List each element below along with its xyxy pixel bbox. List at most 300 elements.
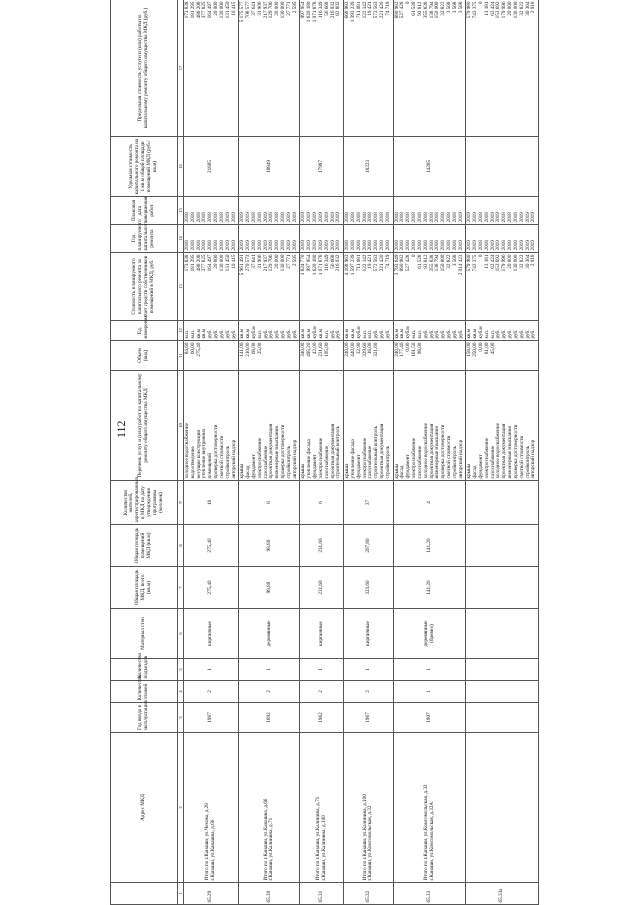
address-line: г.Канаши, ул.Калинина, д.100 — [320, 815, 327, 881]
row-cost-line: 181 295 — [189, 254, 196, 272]
row-unit-line: руб. — [501, 329, 508, 339]
row-limit-cost-line: 2 918 — [530, 1, 537, 14]
row-cost-line: 138 794 — [434, 254, 441, 272]
row-finish-year-line: 2018 — [373, 212, 380, 223]
row-unit-line: руб. — [518, 329, 525, 339]
row-plan-year-line: 2018 — [428, 240, 435, 251]
row-volume — [300, 341, 344, 371]
row-unit-line: руб. — [268, 329, 275, 339]
row-unit-line: руб. — [451, 329, 458, 339]
row-unit-cost: 21805 — [184, 137, 239, 197]
row-cost-line: 32 822 — [518, 254, 525, 269]
row-year-built: 1892 — [239, 703, 300, 733]
row-plan-year-line: 2018 — [195, 240, 202, 251]
column-number-11: 11 — [178, 341, 184, 371]
column-number-17: 17 — [178, 0, 184, 137]
row-finish-year-line: 2018 — [411, 212, 418, 223]
row-limit-cost-line: 3 568 — [457, 1, 464, 14]
row-volume-line: 98,00 — [416, 342, 423, 355]
row-finish-year-line: 2019 — [291, 212, 298, 223]
row-plan-year-line: 2019 — [524, 240, 531, 251]
row-index: 65.33 — [393, 883, 466, 905]
row-unit-line: кв.м — [245, 328, 252, 339]
row-cost-line: 61 528 — [416, 254, 423, 269]
column-header-4: Количество этажей — [111, 681, 178, 703]
row-finish-year-line: 2019 — [323, 212, 330, 223]
row-finish-year-line: 2018 — [428, 212, 435, 223]
row-works-line: стройконтроль — [451, 445, 458, 479]
row-finish-year-line: 2018 — [399, 212, 406, 223]
row-plan-year-line: 2019 — [472, 240, 479, 251]
row-plan-year-line: 2018 — [201, 240, 208, 251]
row-finish-year-line: 2018 — [434, 212, 441, 223]
row-unit-line: руб. — [224, 329, 231, 339]
row-cost-line: 216 032 — [335, 254, 342, 272]
row-works-line: газоснабжение — [489, 445, 496, 479]
row-finish-year-line: 2018 — [349, 212, 356, 223]
row-plan-year-line: 2019 — [489, 240, 496, 251]
row-limit-cost-line: 19 421 — [367, 1, 374, 16]
row-limit-cost-line: 138 794 — [428, 1, 435, 19]
row-works — [300, 371, 344, 481]
row-limit-cost-line: 130 000 — [512, 1, 519, 19]
row-finish-year — [393, 197, 466, 225]
row-finish-year-line: 2018 — [195, 212, 202, 223]
row-limit-cost-line: 164 497 — [207, 1, 214, 19]
row-cost-line: 217 937 — [262, 254, 269, 272]
row-unit-line: м.п. — [323, 329, 330, 339]
row-unit-line: руб. — [262, 329, 269, 339]
row-unit-line: руб. — [457, 329, 464, 339]
row-finish-year-line: 2018 — [445, 212, 452, 223]
row-limit-cost-line: 93 812 — [416, 1, 423, 16]
row-finish-year-line: 2019 — [335, 212, 342, 223]
row-unit-line: кв.м — [300, 328, 307, 339]
row-limit-cost-line: 181 295 — [189, 1, 196, 19]
table-row — [393, 0, 466, 905]
row-plan-year-line: 2018 — [256, 240, 263, 251]
row-unit-line: руб. — [384, 329, 391, 339]
column-header-11: Объем (вид) — [111, 341, 178, 371]
row-unit-line: кв.м — [344, 328, 351, 339]
row-plan-year-line: 2019 — [530, 240, 537, 251]
row-works-line: проверка достоверности — [213, 424, 220, 479]
column-number-6: 6 — [178, 609, 184, 659]
row-works-line: проектная документация — [501, 423, 508, 479]
table-body — [184, 0, 539, 905]
row-cost-line: 56 668 — [329, 254, 336, 269]
row-limit-cost — [466, 0, 539, 137]
row-plan-year-line: 2018 — [189, 240, 196, 251]
row-limit-cost-line: 668 983 — [344, 1, 351, 19]
row-unit — [344, 321, 394, 341]
row-cost-line: 880 982 — [399, 254, 406, 272]
row-limit-cost-line: 56 668 — [323, 1, 330, 16]
row-limit-cost-line: 0 — [405, 1, 412, 5]
row-entrances: 1 — [239, 659, 300, 681]
row-volume-line: 105,00 — [323, 342, 330, 357]
row-cost-line: 527 428 — [405, 254, 412, 272]
row-unit-line: кв.м — [201, 328, 208, 339]
row-cost-line: 20 000 — [507, 254, 514, 269]
row-entrances: 1 — [344, 659, 394, 681]
row-volume-line: 210,00 — [245, 342, 252, 357]
column-number-12: 12 — [178, 321, 184, 341]
column-header-10: Перечень услуг и (или) работ по капитальному ремонту общего имущества МКД — [111, 371, 178, 481]
row-plan-year-line: 2018 — [434, 240, 441, 251]
row-cost-line: 2 014 423 — [457, 254, 464, 276]
row-limit-cost-line: 997 954 — [300, 1, 307, 19]
row-year-built — [466, 703, 539, 733]
row-plan-year-line: 2018 — [451, 240, 458, 251]
row-unit-line: руб. — [434, 329, 441, 339]
row-plan-year-line: 2019 — [230, 240, 237, 251]
row-works-line: холодное водоснабжение — [422, 423, 429, 479]
address-line: Итого по г.Канаши, ул.Чехова, д.28 — [204, 803, 211, 881]
row-plan-year-line: 2019 — [495, 240, 502, 251]
row-limit-cost-line: 579 980 — [466, 1, 473, 19]
row-limit-cost-line: 221 420 — [379, 1, 386, 19]
row-limit-cost-line: 153 692 — [495, 1, 502, 19]
row-entrances — [466, 659, 539, 681]
row-residents: 6 — [239, 481, 300, 525]
row-limit-cost-line: 708 577 — [245, 1, 252, 19]
row-unit-line: руб. — [379, 329, 386, 339]
column-number-7: 7 — [178, 567, 184, 609]
row-unit-cost: 17997 — [300, 137, 344, 197]
row-works-line: газоснабжение — [262, 445, 269, 479]
row-unit-line: руб. — [213, 329, 220, 339]
row-plan-year-line: 2019 — [224, 240, 231, 251]
row-limit-cost-line: 20 000 — [274, 1, 281, 16]
row-cost — [184, 253, 239, 321]
row-plan-year-line: 2019 — [317, 240, 324, 251]
row-unit — [300, 321, 344, 341]
row-floors — [466, 681, 539, 703]
row-cost-line: 62 424 — [489, 254, 496, 269]
row-finish-year-line: 2018 — [416, 212, 423, 223]
row-unit-line: кв.м — [399, 328, 406, 339]
row-finish-year-line: 2018 — [184, 212, 191, 223]
row-cost-line: 488 208 — [195, 254, 202, 272]
row-address — [466, 733, 539, 883]
row-plan-year-line: 2018 — [416, 240, 423, 251]
row-limit-cost-line: 30 364 — [524, 1, 531, 16]
row-cost-line: 31 906 — [256, 254, 263, 269]
row-unit — [184, 321, 239, 341]
column-header-9: Количество жителей, зарегистрированных в МКД на дату утверждения программы (человек) — [111, 481, 178, 525]
row-works-line: электроснабжение — [483, 437, 490, 479]
row-address — [393, 733, 466, 883]
row-volume-line: 42,00 — [312, 342, 319, 355]
row-plan-year-line: 2019 — [457, 240, 464, 251]
column-number-4: 4 — [178, 681, 184, 703]
row-volume-line: 25,00 — [256, 342, 263, 355]
column-number-10: 10 — [178, 371, 184, 481]
row-limit-cost-line: 116 349 — [317, 1, 324, 19]
row-plan-year — [344, 225, 394, 253]
row-plan-year-line: 2019 — [239, 240, 246, 251]
row-works-line: фасад — [245, 465, 252, 479]
row-volume-line: 18,00 — [367, 342, 374, 355]
row-works-line: стройконтроль — [384, 445, 391, 479]
row-limit-cost — [184, 0, 239, 137]
row-total-area: 98,80 — [239, 567, 300, 609]
row-cost-line: 13 181 — [483, 254, 490, 269]
address-line: г.Канаши, ул.Канашна, д.66 — [210, 819, 217, 881]
row-cost-line: 2 918 — [530, 254, 537, 267]
row-volume-line: 141,00 — [239, 342, 246, 357]
row-limit-cost-line: 5 175 577 — [239, 1, 246, 23]
row-cost — [300, 253, 344, 321]
row-limit-cost-line: 150 000 — [434, 1, 441, 19]
row-unit-line: кв.м — [393, 328, 400, 339]
column-header-1 — [111, 883, 178, 905]
row-limit-cost-line: 10 415 — [230, 1, 237, 16]
row-plan-year-line: 2018 — [344, 240, 351, 251]
row-unit-line: руб. — [274, 329, 281, 339]
row-year-built: 1987 — [184, 703, 239, 733]
row-unit-line: руб. — [422, 329, 429, 339]
row-plan-year — [393, 225, 466, 253]
row-year-built: 1907 — [393, 703, 466, 733]
row-volume-line — [531, 343, 537, 369]
address-line: Итого по г.Канаши, ул.Калинина, д.100 — [361, 794, 368, 881]
row-limit-cost-line: 2 595 — [291, 1, 298, 14]
row-volume-line: 161,50 — [411, 342, 418, 357]
row-cost-line: 37 641 — [250, 254, 257, 269]
row-unit-line: руб. — [524, 329, 531, 339]
address-line: г.Канаши, ул.Комсомольская, д.32А — [428, 801, 435, 881]
row-residents: 37 — [344, 481, 394, 525]
row-unit-line: м.п. — [361, 329, 368, 339]
row-unit-line: руб. — [530, 329, 537, 339]
row-wall-material: деревянные — [239, 609, 300, 659]
row-works-line: газоснабжение — [367, 445, 374, 479]
row-plan-year-line: 2018 — [184, 240, 191, 251]
row-limit-cost-line: 216 032 — [329, 1, 336, 19]
row-unit-line: руб. — [230, 329, 237, 339]
row-index: 65.33а — [466, 883, 539, 905]
row-limit-cost-line: 20 000 — [507, 1, 514, 16]
row-premises-area: 141,20 — [393, 525, 466, 567]
row-finish-year-line: 2018 — [478, 212, 485, 223]
row-finish-year — [184, 197, 239, 225]
row-volume-line: 0,00 — [405, 342, 412, 352]
row-works-line: сметной стоимости — [218, 435, 225, 479]
row-floors: 1 — [393, 681, 466, 703]
row-works-line: крыша — [466, 463, 473, 479]
row-limit-cost-line: 1 393 239 — [349, 1, 356, 23]
row-finish-year-line: 2018 — [512, 212, 519, 223]
row-limit-cost-line: 130 000 — [280, 1, 287, 19]
row-works-line: утепление внутренних — [201, 428, 208, 479]
row-volume-line: 32,90 — [355, 342, 362, 355]
address-line: г.Канаши, ул.Калинина, д.71 — [268, 817, 275, 881]
row-premises-area: 231,60 — [300, 525, 344, 567]
row-unit-line: м.п. — [184, 329, 191, 339]
row-unit-line: кв.м — [349, 328, 356, 339]
row-volume-line: 240,00 — [344, 342, 351, 357]
table-row — [466, 0, 539, 905]
row-unit-line: руб. — [207, 329, 214, 339]
row-works-line: авторский надзор — [291, 439, 298, 479]
address-line: Итого по г.Канаши, ул.Канашна, д.66 — [262, 798, 269, 881]
row-limit-cost-line: 179 996 — [501, 1, 508, 19]
row-works — [393, 371, 466, 481]
row-cost-line: 153 692 — [495, 254, 502, 272]
row-limit-cost — [393, 0, 466, 137]
row-plan-year-line: 2019 — [312, 240, 319, 251]
column-header-2: Адрес МКД — [111, 733, 178, 883]
row-works-line: фундамент — [312, 454, 319, 479]
row-plan-year-line: 2018 — [367, 240, 374, 251]
repair-program-table — [110, 0, 539, 905]
row-volume — [344, 341, 394, 371]
row-finish-year — [466, 197, 539, 225]
row-plan-year-line: 2018 — [501, 240, 508, 251]
column-header-15: Плановая дата завершения работ — [111, 197, 178, 225]
row-premises-area: 98,80 — [239, 525, 300, 567]
table-row — [239, 0, 300, 905]
column-header-5: Количество подъездов — [111, 659, 178, 681]
row-works-line: крыша — [393, 463, 400, 479]
row-finish-year-line: 2018 — [507, 212, 514, 223]
row-cost-line: 116 349 — [323, 254, 330, 272]
row-total-area: 141,20 — [393, 567, 466, 609]
row-works-line: электроснабжение — [317, 437, 324, 479]
row-cost-line: 20 000 — [213, 254, 220, 269]
row-plan-year-line: 2018 — [483, 240, 490, 251]
row-finish-year-line: 2019 — [224, 212, 231, 223]
table-row — [300, 0, 344, 905]
row-finish-year-line: 2018 — [405, 212, 412, 223]
row-volume-line: 275,40 — [195, 342, 202, 357]
row-wall-material: кирпичные — [344, 609, 394, 659]
row-works-line: водоотведение — [189, 446, 196, 479]
row-finish-year-line: 2019 — [312, 212, 319, 223]
row-cost-line: 572 563 — [373, 254, 380, 272]
row-volume — [393, 341, 466, 371]
row-address — [300, 733, 344, 883]
row-cost-line: 377 825 — [201, 254, 208, 272]
row-unit-cost: 14265 — [393, 137, 466, 197]
row-limit-cost-line: 1 071 878 — [312, 1, 319, 23]
row-volume-line: 250,00 — [472, 342, 479, 357]
row-unit-line: руб. — [285, 329, 292, 339]
row-works-line: стройконтроль — [285, 445, 292, 479]
row-works-line: фундамент — [250, 454, 257, 479]
row-plan-year-line: 2019 — [335, 240, 342, 251]
row-cost — [344, 253, 394, 321]
row-works-line: стройконтроль — [224, 445, 231, 479]
row-entrances: 1 — [300, 659, 344, 681]
row-cost-line: 179 996 — [501, 254, 508, 272]
column-number-16: 16 — [178, 137, 184, 197]
row-cost-line: 3 793 649 — [393, 254, 400, 276]
row-volume-line: 68,00 — [250, 342, 257, 355]
row-finish-year-line: 2018 — [483, 212, 490, 223]
row-year-built: 1962 — [300, 703, 344, 733]
row-finish-year-line: 2018 — [367, 212, 374, 223]
column-number-1: 1 — [178, 883, 184, 905]
row-cost-line: 5 961 491 — [239, 254, 246, 276]
row-finish-year-line: 2018 — [280, 212, 287, 223]
row-unit-cost: 18223 — [344, 137, 394, 197]
row-plan-year-line: 2018 — [393, 240, 400, 251]
row-finish-year-line: 2019 — [317, 212, 324, 223]
row-cost-line: 150 000 — [440, 254, 447, 272]
row-plan-year — [466, 225, 539, 253]
row-works — [344, 371, 394, 481]
row-finish-year-line: 2019 — [262, 212, 269, 223]
row-unit-line: руб. — [329, 329, 336, 339]
row-residents: 18 — [184, 481, 239, 525]
row-floors: 2 — [300, 681, 344, 703]
row-cost-line: 0 — [411, 254, 418, 258]
row-plan-year-line: 2018 — [213, 240, 220, 251]
row-index: 65.32 — [344, 883, 394, 905]
row-cost-line: 10 415 — [230, 254, 237, 269]
row-premises-area — [466, 525, 539, 567]
row-finish-year-line: 2018 — [451, 212, 458, 223]
row-cost-line: 130 000 — [512, 254, 519, 272]
row-cost-line: 997 954 — [306, 254, 313, 272]
row-plan-year-line: 2018 — [361, 240, 368, 251]
row-plan-year — [300, 225, 344, 253]
row-limit-cost-line: 122 142 — [361, 1, 368, 19]
column-number-8: 8 — [178, 525, 184, 567]
row-volume-line — [459, 343, 465, 369]
row-cost-line: 30 364 — [524, 254, 531, 269]
column-header-16: Удельная стоимость капитального ремонта на 1 кв.м общей площади помещений МКД (руб./кв.м) — [111, 137, 178, 197]
row-unit-line: руб. — [291, 329, 298, 339]
row-unit-line: куб.м — [478, 326, 485, 339]
row-finish-year-line: 2018 — [201, 212, 208, 223]
address-line: Итого по г.Канаши, ул.Комсомольская, д.32 — [422, 784, 429, 881]
page-number: 112 — [114, 420, 128, 438]
row-limit-cost-line: 3 568 — [445, 1, 452, 14]
column-header-12: Ед. измерения — [111, 321, 178, 341]
row-cost-line: 2 595 — [291, 254, 298, 267]
row-cost-line: 19 421 — [367, 254, 374, 269]
row-plan-year-line: 2018 — [218, 240, 225, 251]
row-cost-line: 32 822 — [445, 254, 452, 269]
row-cost-line: 129 706 — [268, 254, 275, 272]
row-finish-year-line: 2018 — [189, 212, 196, 223]
row-limit-cost-line: 20 000 — [213, 1, 220, 16]
row-works-line: проектная документация — [329, 423, 336, 479]
row-plan-year-line: 2019 — [466, 240, 473, 251]
row-limit-cost-line: 62 424 — [489, 1, 496, 16]
row-limit-cost — [239, 0, 300, 137]
row-finish-year-line: 2018 — [268, 212, 275, 223]
table-row — [344, 0, 394, 905]
row-plan-year-line: 2018 — [268, 240, 275, 251]
row-volume-line: 0,00 — [478, 342, 485, 352]
row-plan-year-line: 2018 — [207, 240, 214, 251]
row-works-line: фасад — [399, 465, 406, 479]
row-plan-year-line: 2018 — [274, 240, 281, 251]
row-cost-line: 93 812 — [422, 254, 429, 269]
row-unit-line: м.п. — [411, 329, 418, 339]
row-works-line: проектная документация — [379, 423, 386, 479]
row-unit-line: куб.м — [405, 326, 412, 339]
row-volume-line: 177,40 — [399, 342, 406, 357]
row-wall-material — [466, 609, 539, 659]
row-limit-cost-line: 743 375 — [472, 1, 479, 19]
row-finish-year-line: 2019 — [524, 212, 531, 223]
